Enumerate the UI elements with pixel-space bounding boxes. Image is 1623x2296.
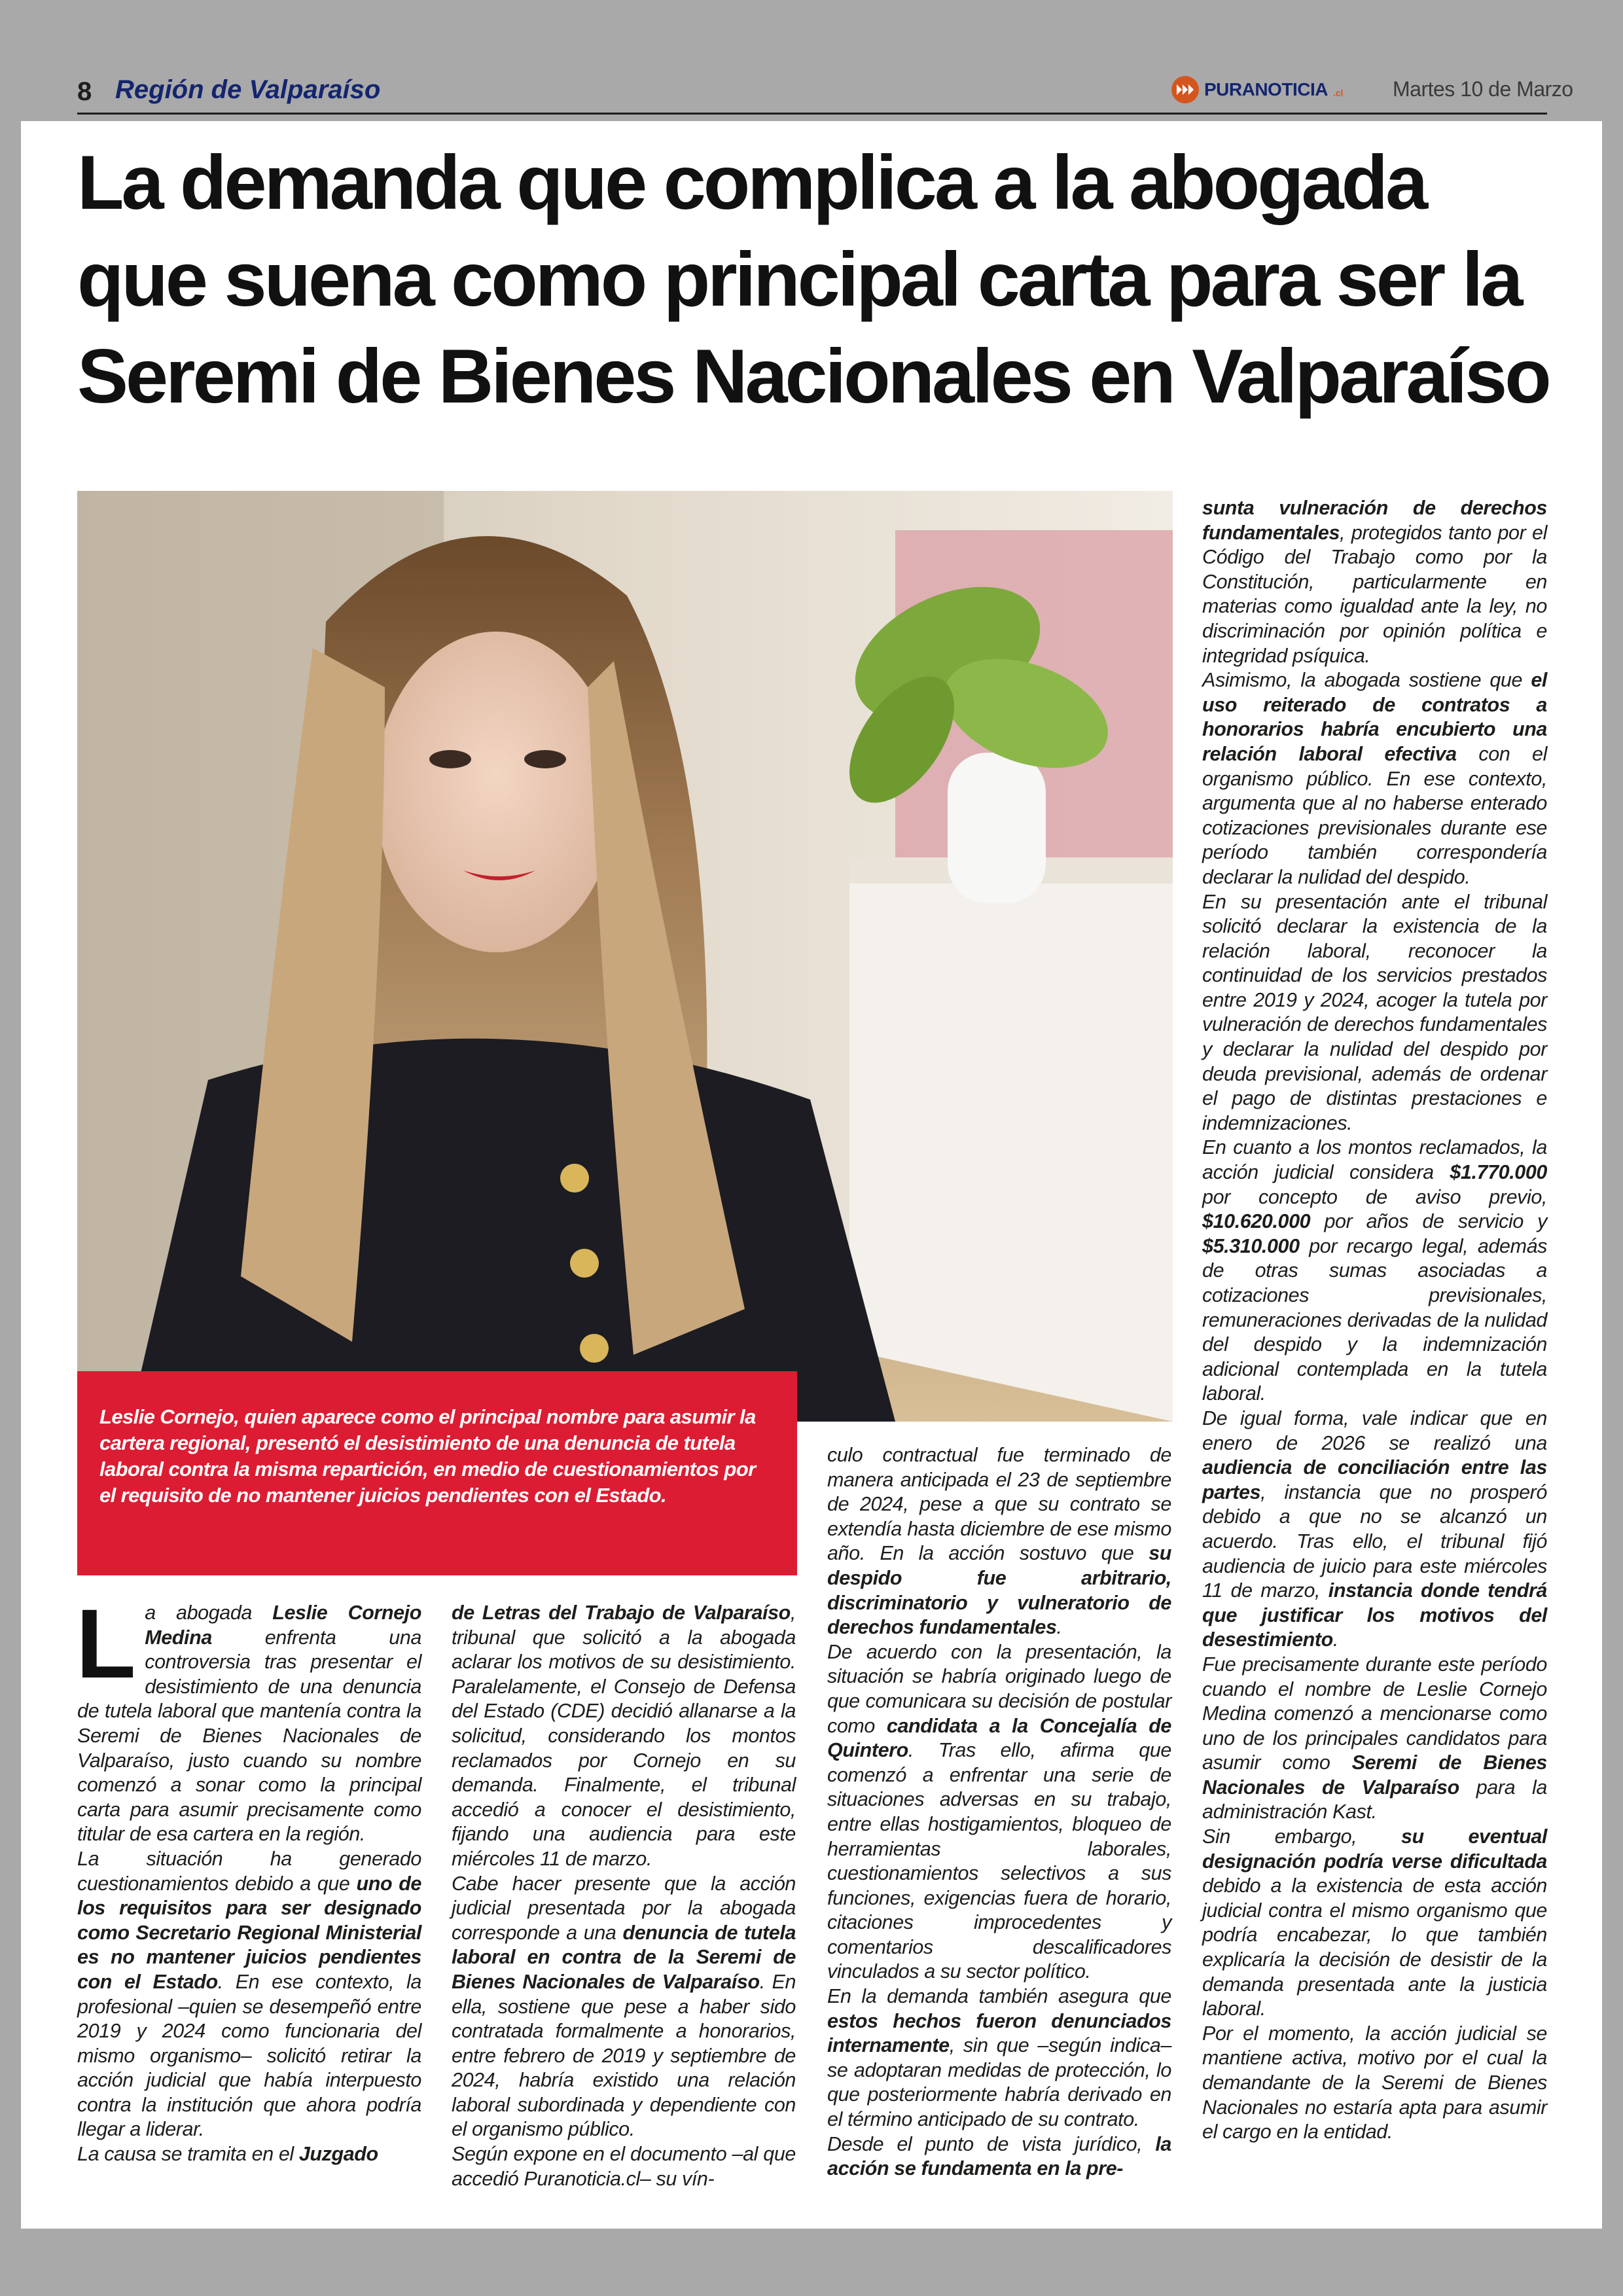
article-paragraph [76, 1588, 421, 1847]
body-text: . Tras ello, afirma que comenzó a enfrentar una serie de situaciones adversas en su trabajo, entre ellas hostigamientos, bloqueo de herramientas laborales, cuestionamientos selectivos a sus funciones, exigencias fuera de horario, citaciones improcedentes y comentarios descalificadores vinculados a su sector político. [827, 1739, 1171, 1983]
article-paragraph [1202, 2022, 1547, 2145]
article-paragraph [1202, 668, 1547, 889]
body-text: , tribunal que solicitó a la abogada aclarar los motivos de su desistimiento. Paralelamente, el Consejo de Defensa del Estado (CDE) decidió allanarse a la solicitud, considerando los montos reclamados por Cornejo en su demanda. Finalmente, el tribunal accedió a conocer el desistimiento, fijando una audiencia para este miércoles 11 de marzo. [452, 1602, 796, 1870]
article-column-3 [827, 1443, 1171, 2181]
article-paragraph [827, 2132, 1171, 2181]
body-text: , sin que –según indica– se adoptaran medidas de protección, lo que posteriormente habría derivado en el término anticipado de su contrato. [827, 2034, 1171, 2131]
caption-text: Leslie Cornejo, quien aparece como el principal nombre para asumir la cartera regional, presentó el desistimiento de una denuncia de tutela laboral contra la misma repartición, en medio de cuestionamientos por el requisito de no mantener juicios pendientes con el Estado. [99, 1405, 756, 1507]
body-text: En su presentación ante el tribunal solicitó declarar la existencia de la relación laboral, reconocer la continuidad de los servicios prestados entre 2019 y 2024, acoger la tutela por vulneración de derechos fundamentales y declarar la nulidad del despido por deuda previsional, además de ordenar el pago de distintas prestaciones e indemnizaciones. [1202, 890, 1547, 1134]
body-text: por recargo legal, además de otras sumas asociadas a cotizaciones previsionales, remuneraciones derivadas de la nulidad del despido y la indemnización adicional contemplada en la tutela laboral. [1202, 1234, 1547, 1405]
bold-text: $5.310.000 [1202, 1234, 1300, 1257]
bold-text: la acción se fundamenta en la pre- [827, 2132, 1171, 2180]
section-name: Región de Valparaíso [115, 75, 381, 104]
bold-text: Juzgado [298, 2143, 378, 2166]
body-text: En la demanda también asegura que [827, 1985, 1171, 2008]
bold-text: de Letras del Trabajo de Valparaíso [452, 1602, 791, 1624]
body-text: para la administración Kast. [1202, 1776, 1547, 1823]
body-text: . [1332, 1628, 1338, 1651]
bold-text: su despido fue arbitrario, discriminatorio y vulneratorio de derechos fundamentales [827, 1542, 1171, 1639]
article-paragraph [1202, 1407, 1547, 1653]
photo-caption [77, 1371, 797, 1575]
bold-text: sunta vulneración de derechos fundamentales [1202, 497, 1547, 544]
body-text: , protegidos tanto por el Código del Trabajo como por la Constitución, particularmente en materias como igualdad ante la ley, no discriminación por opinión política e integridad psíquica. [1202, 521, 1547, 667]
article-paragraph [1202, 496, 1547, 668]
body-text: Sin embargo, [1202, 1825, 1401, 1848]
article-paragraph [827, 1443, 1171, 1640]
article-paragraph [452, 1872, 796, 2143]
article-paragraph [452, 1601, 796, 1872]
body-text: Según expone en el documento –al que accedió Puranoticia.cl– su vín- [452, 2143, 796, 2190]
article-paragraph [1202, 1653, 1547, 1825]
body-text: por años de servicio y [1310, 1210, 1547, 1233]
brand-suffix: .cl [1332, 88, 1344, 98]
bold-text: estos hechos fueron denunciados internamente [827, 2009, 1171, 2057]
brand-logo[interactable] [1171, 76, 1344, 103]
body-text: Cabe hacer presente que la acción judicial presentada por la abogada corresponde a una [452, 1872, 796, 1944]
page-number: 8 [77, 77, 92, 106]
article-photo [77, 491, 1173, 1422]
body-text: , instancia que no prosperó debido a que no se alcanzó un acuerdo. Tras ello, el tribunal fijó audiencia de juicio para este miércoles 11 de marzo, [1202, 1480, 1547, 1602]
drop-cap: L [76, 1588, 136, 1698]
article-paragraph [1202, 1825, 1547, 2022]
body-text: . En ella, sostiene que pese a haber sido contratada formalmente a honorarios, entre febrero de 2019 y septiembre de 2024, habría existido una relación laboral subordinada y dependiente con el organismo público. [452, 1970, 796, 2141]
bold-text: $10.620.000 [1202, 1210, 1311, 1233]
body-text: debido a la existencia de esta acción judicial contra el mismo organismo que podría encabezar, lo que también explicaría la decisión de desistir de la demanda presentada ante la justicia laboral. [1202, 1874, 1547, 2020]
body-text: Por el momento, la acción judicial se mantiene activa, motivo por el cual la demandante de la Seremi de Bienes Nacionales no estaría apta para asumir el cargo en la entidad. [1202, 2022, 1547, 2144]
bold-text: el uso reiterado de contratos a honorarios habría encubierto una relación laboral efectiva [1202, 669, 1547, 765]
bold-text: su eventual designación podría verse dificultada [1202, 1825, 1547, 1873]
article-paragraph [452, 2142, 796, 2191]
issue-date: Martes 10 de Marzo [1393, 77, 1573, 101]
body-text: por concepto de aviso previo, [1202, 1185, 1547, 1208]
bold-text: instancia donde tendrá que justificar los motivos del desestimiento [1202, 1579, 1547, 1651]
body-text: con el organismo público. En ese contexto, argumenta que al no haberse enterado cotizaciones previsionales durante ese período también correspondería declarar la nulidad del despido. [1202, 742, 1547, 888]
body-text: a abogada [145, 1602, 273, 1624]
article-column-1 [76, 1588, 421, 2167]
body-text: De igual forma, vale indicar que en enero de 2026 se realizó una [1202, 1407, 1547, 1454]
body-text: Asimismo, la abogada sostiene que [1202, 669, 1531, 692]
bold-text: Seremi de Bienes Nacionales de Valparaíso [1202, 1751, 1547, 1799]
bold-text: audiencia de conciliación entre las partes [1202, 1456, 1547, 1503]
body-text: La causa se tramita en el [77, 2143, 299, 2166]
article-paragraph [827, 1640, 1171, 1984]
article-paragraph [1202, 1136, 1547, 1407]
body-text: La situación ha generado cuestionamientos debido a que [77, 1847, 421, 1895]
article-paragraph [827, 1984, 1171, 2132]
bold-text: Leslie Cornejo Medina [145, 1602, 421, 1649]
article-paragraph [1202, 890, 1547, 1136]
article-column-2 [452, 1601, 796, 2191]
bold-text: uno de los requisitos para ser designado como Secretario Regional Ministerial es no mantener juicios pendientes con el Estado [77, 1872, 421, 1993]
headline: La demanda que complica a la abogada que suena como principal carta para ser la Seremi de Bienes Nacionales en Valparaíso [77, 139, 1549, 419]
body-text: culo contractual fue terminado de manera anticipada el 23 de septiembre de 2024, pese a que su contrato se extendía hasta diciembre de ese mismo año. En la acción sostuvo que [827, 1444, 1171, 1565]
body-text: Fue precisamente durante este período cuando el nombre de Leslie Cornejo Medina comenzó a mencionarse como uno de los principales candidatos para asumir como [1202, 1653, 1547, 1774]
brand-name: PURANOTICIA [1204, 79, 1328, 99]
body-text: . [1056, 1616, 1062, 1639]
bold-text: $1.770.000 [1450, 1161, 1547, 1184]
bold-text: denuncia de tutela laboral en contra de la Seremi de Bienes Nacionales de Valparaíso [452, 1921, 796, 1993]
article-paragraph [77, 2142, 421, 2167]
body-text: enfrenta una controversia tras presentar el desistimiento de una denuncia de tutela laboral que mantenía contra la Seremi de Bienes Nacionales de Valparaíso, justo cuando su nombre comenzó a sonar como la principal carta para asumir precisamente como titular de esa cartera en la región. [77, 1626, 421, 1846]
article-column-4 [1202, 496, 1547, 2145]
body-text: De acuerdo con la presentación, la situación se habría originado luego de que comunicara su decisión de postular como [827, 1640, 1171, 1737]
article-paragraph [77, 1847, 421, 2142]
body-text: . En ese contexto, la profesional –quien se desempeñó entre 2019 y 2024 como funcionaria del mismo organismo– solicitó retirar la acción judicial que había interpuesto contra la institución que ahora podría llegar a liderar. [77, 1970, 421, 2141]
body-text: En cuanto a los montos reclamados, la acción judicial considera [1202, 1136, 1547, 1184]
header-rule [77, 113, 1547, 115]
body-text: Desde el punto de vista jurídico, [827, 2132, 1156, 2155]
bold-text: candidata a la Concejalía de Quintero [827, 1714, 1171, 1762]
play-arrows-icon [1171, 76, 1199, 103]
